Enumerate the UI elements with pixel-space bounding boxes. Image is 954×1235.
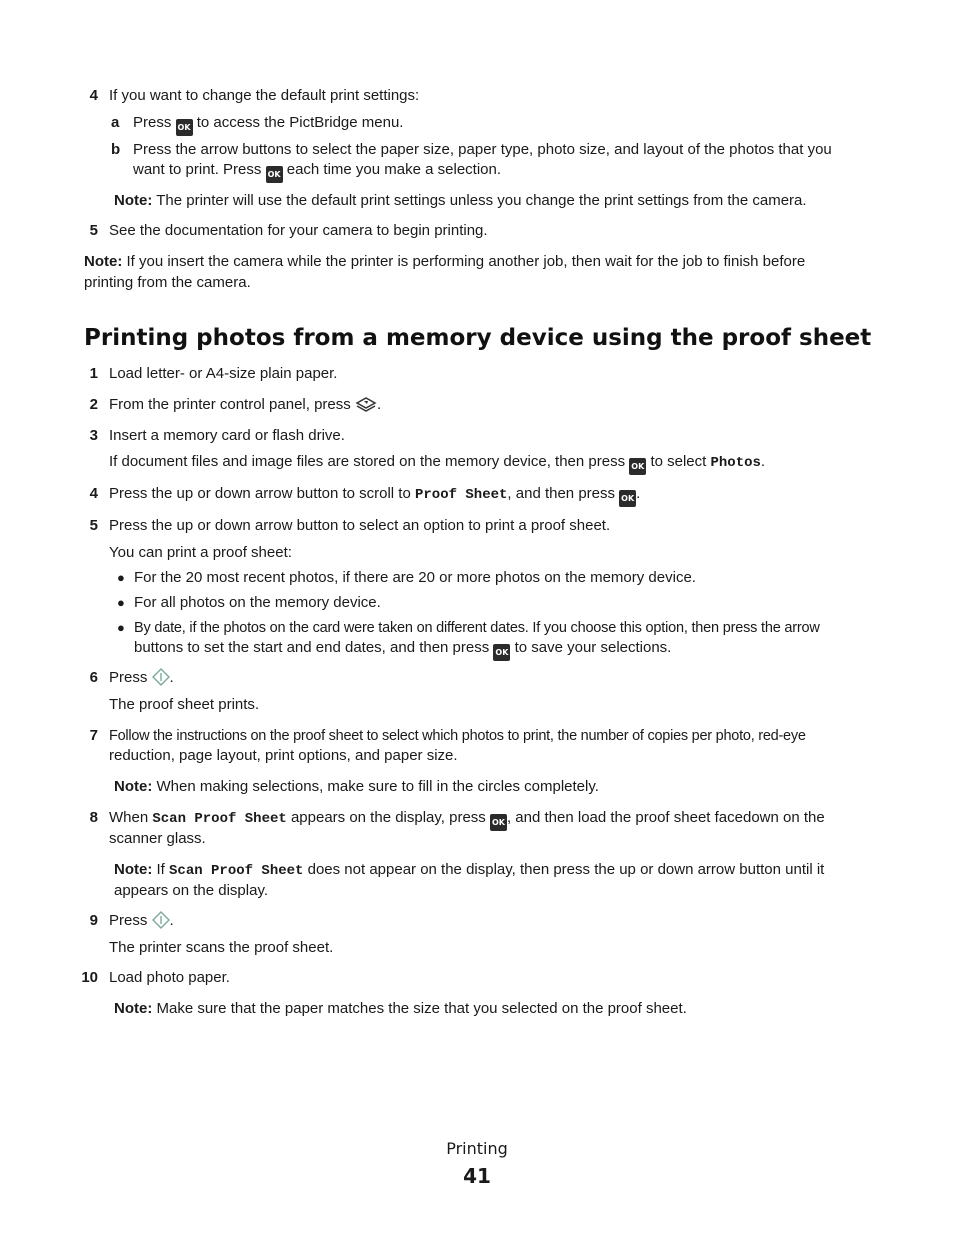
ok-button-icon: OK [619,490,636,507]
note: Note: Make sure that the paper matches the size that you selected on the proof sheet. [114,1000,687,1017]
bullet-text: For the 20 most recent photos, if there are 20 or more photos on the memory device. [134,569,696,586]
step-text: Press . [109,668,174,692]
ok-button-icon: OK [176,119,193,136]
step-text: Load photo paper. [109,969,230,986]
bullet: ● [117,620,125,635]
step-number: 8 [89,809,98,826]
step-number: 4 [89,87,98,104]
bullet-text: By date, if the photos on the card were taken on different dates. If you choose this option, then press the arrow [134,620,820,636]
step-number: 9 [89,912,98,929]
substep-text: Press OK to access the PictBridge menu. [133,113,403,136]
step-text: scanner glass. [109,830,206,847]
ok-button-icon: OK [266,166,283,183]
note-continuation: printing from the camera. [84,274,251,291]
step-text: reduction, page layout, print options, and paper size. [109,747,458,764]
footer-chapter-title: Printing [446,1139,508,1158]
step-number: 4 [89,485,98,502]
step-text: Press the up or down arrow button to select an option to print a proof sheet. [109,517,611,534]
step-text: See the documentation for your camera to begin printing. [109,222,488,239]
step-detail: You can print a proof sheet: [109,544,292,561]
note: Note: If Scan Proof Sheet does not appear on the display, then press the up or down arrow button until it [114,861,825,879]
photo-button-icon [355,395,377,419]
step-text: Load letter- or A4-size plain paper. [109,365,338,382]
step-detail: The printer scans the proof sheet. [109,939,334,956]
page-number: 41 [463,1164,491,1188]
step-number: 1 [89,365,98,382]
bullet-text: For all photos on the memory device. [134,594,381,611]
substep-letter: a [111,114,120,131]
step-number: 7 [89,727,98,744]
note-continuation: appears on the display. [114,882,268,899]
bullet: ● [117,595,125,610]
section-heading: Printing photos from a memory device using the proof sheet [84,325,872,351]
step-detail: The proof sheet prints. [109,696,260,713]
step-number: 5 [89,517,98,534]
ok-button-icon: OK [629,458,646,475]
substep-letter: b [111,141,121,158]
bullet: ● [117,570,125,585]
note: Note: When making selections, make sure to fill in the circles completely. [114,778,599,795]
step-text: Press the up or down arrow button to scroll to Proof Sheet, and then press OK . [109,484,640,507]
step-number: 3 [89,427,98,444]
step-number: 2 [89,396,98,413]
step-number: 5 [89,222,98,239]
ok-button-icon: OK [490,814,507,831]
ok-button-icon: OK [493,644,510,661]
step-text: Follow the instructions on the proof sheet to select which photos to print, the number of copies per photo, red-eye [109,728,806,744]
step-text: Press . [109,911,174,935]
step-text: If you want to change the default print settings: [109,87,420,104]
bullet-text: buttons to set the start and end dates, and then press OK to save your selections. [134,638,671,661]
substep-text: want to print. Press OK each time you make a selection. [133,160,501,183]
step-text: Insert a memory card or flash drive. [109,427,345,444]
step-text: From the printer control panel, press . [109,395,381,419]
note: Note: If you insert the camera while the printer is performing another job, then wait for the job to finish before [84,253,806,270]
start-button-icon [152,911,170,935]
step-number: 10 [81,969,98,986]
step-number: 6 [89,669,98,686]
step-detail: If document files and image files are stored on the memory device, then press OK to select Photos. [109,452,765,475]
note: Note: The printer will use the default print settings unless you change the print settings from the camera. [114,192,807,209]
substep-text: Press the arrow buttons to select the paper size, paper type, photo size, and layout of the photos that you [133,141,832,158]
start-button-icon [152,668,170,692]
step-text: When Scan Proof Sheet appears on the display, press OK , and then load the proof sheet facedown on the [109,808,825,831]
